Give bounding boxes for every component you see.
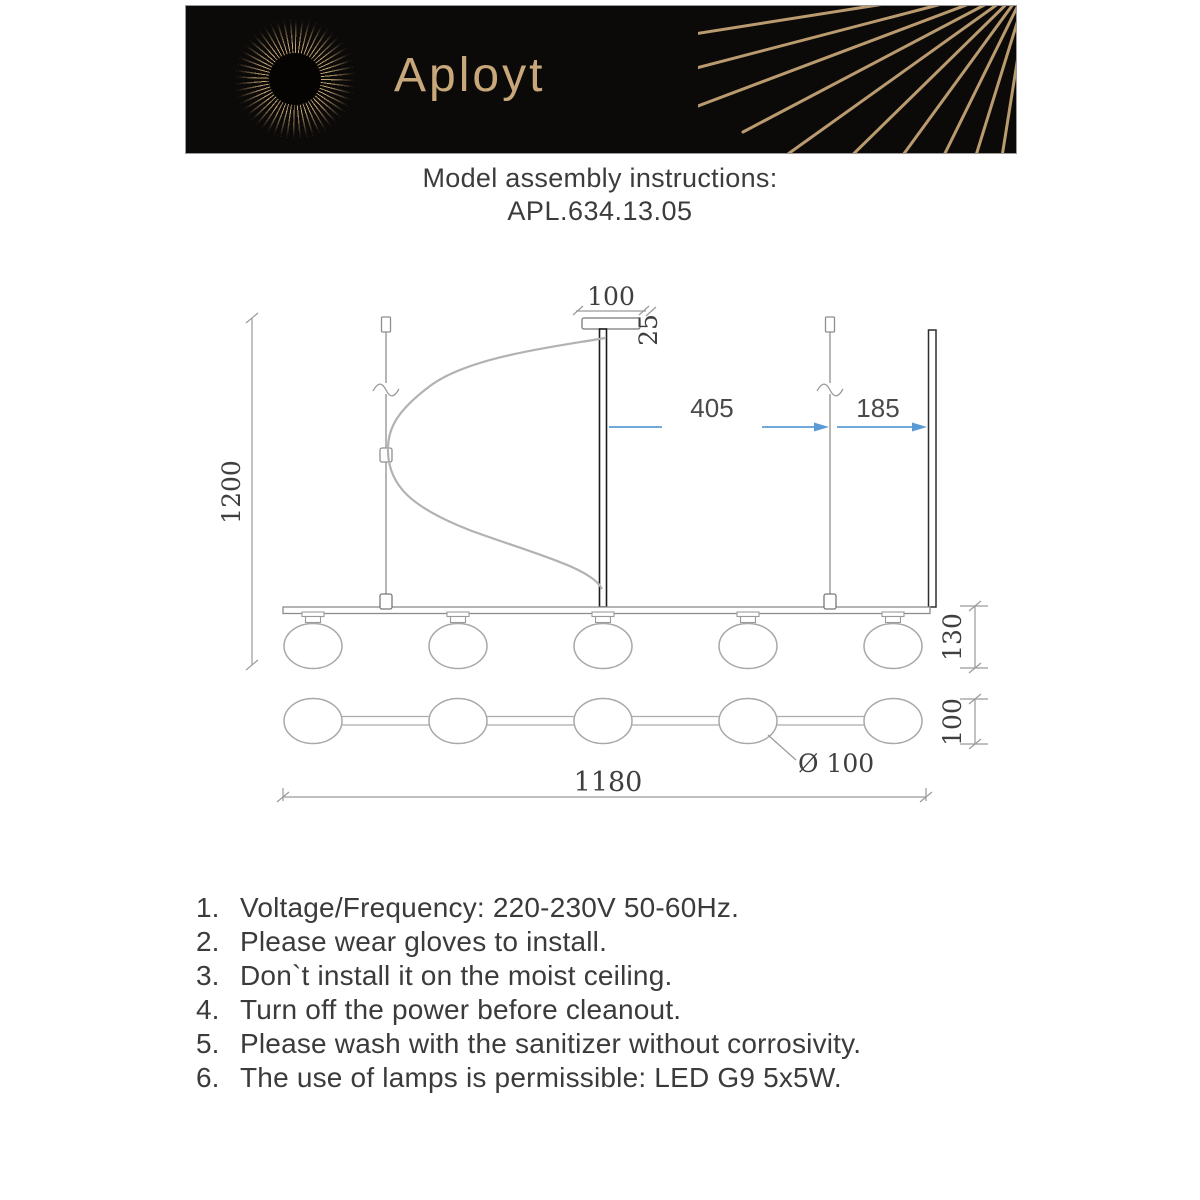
item-number: 2. xyxy=(196,926,220,957)
dim-rod-to-cable-label: 405 xyxy=(690,393,734,423)
left-cable xyxy=(380,317,392,607)
ceiling-canopy xyxy=(582,318,640,329)
dim-globe-diameter-label: Ø 100 xyxy=(798,749,875,778)
instruction-list xyxy=(196,892,1036,1096)
item-number: 6. xyxy=(196,1062,220,1093)
globes-top-view xyxy=(284,699,922,744)
dim-arrow-right-1 xyxy=(814,423,829,432)
globes-side-view xyxy=(284,624,922,669)
center-rod xyxy=(600,329,607,607)
dim-top-view-height-label: 100 xyxy=(938,698,967,746)
right-cable xyxy=(826,317,835,607)
brand-name: Aployt xyxy=(394,49,546,102)
item-number: 3. xyxy=(196,960,220,991)
dim-globe-drop-label: 130 xyxy=(938,613,967,661)
power-cord-curve xyxy=(388,338,605,589)
item-text: The use of lamps is permissible: LED G9 5x5W. xyxy=(240,1062,842,1093)
cable-connector-right xyxy=(824,594,836,609)
model-number: APL.634.13.05 xyxy=(507,196,693,226)
list-item xyxy=(196,1062,1036,1096)
item-number: 1. xyxy=(196,892,220,923)
cable-connector-left xyxy=(380,594,392,609)
list-item xyxy=(196,926,1036,960)
dim-canopy-width-label: 100 xyxy=(587,282,635,311)
list-item xyxy=(196,960,1036,994)
globe-diameter-leader xyxy=(768,735,796,760)
dim-canopy-height-label: 25 xyxy=(634,314,663,346)
list-item xyxy=(196,892,1036,926)
cable-break-mask-2 xyxy=(816,383,844,394)
item-text: Please wear gloves to install. xyxy=(240,926,608,957)
cable-break-mask xyxy=(372,383,400,394)
end-rod xyxy=(929,330,937,607)
item-number: 4. xyxy=(196,994,220,1025)
dim-cable-to-end-rod-label: 185 xyxy=(856,393,900,423)
dim-arrow-right-2 xyxy=(912,423,927,432)
dim-total-height xyxy=(246,313,258,670)
dim-bar-length-label: 1180 xyxy=(573,767,643,798)
item-number: 5. xyxy=(196,1028,220,1059)
dim-total-height-label: 1200 xyxy=(217,460,246,524)
list-item xyxy=(196,994,1036,1028)
title-line1: Model assembly instructions: xyxy=(422,163,778,193)
item-text: Turn off the power before cleanout. xyxy=(240,994,682,1025)
list-item xyxy=(196,1028,1036,1062)
item-text: Please wash with the sanitizer without corrosivity. xyxy=(240,1028,862,1059)
item-text: Don`t install it on the moist ceiling. xyxy=(240,960,673,991)
item-text: Voltage/Frequency: 220-230V 50-60Hz. xyxy=(240,892,740,923)
